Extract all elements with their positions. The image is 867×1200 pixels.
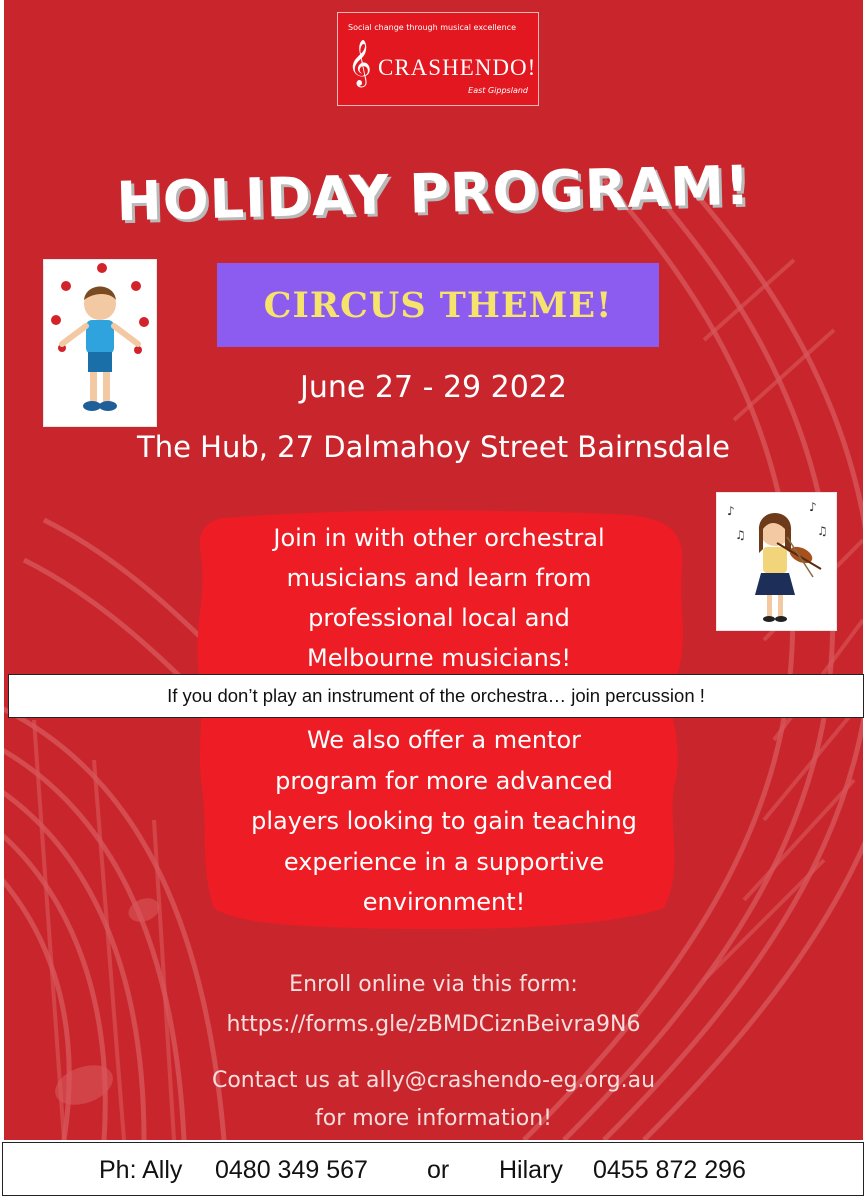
phone-number-hilary[interactable]: 0455 872 296 (593, 1156, 746, 1184)
svg-text:♪: ♪ (809, 500, 817, 514)
theme-label: CIRCUS THEME! (263, 284, 613, 326)
contact-section (0, 1062, 867, 1138)
logo-name: CRASHENDO! (378, 55, 537, 80)
mentor-line: experience in a supportive (283, 847, 605, 876)
contact-more-info: for more information! (314, 1106, 552, 1131)
percussion-notice: If you don’t play an instrument of the orchestra… join percussion ! (8, 674, 864, 718)
mentor-line: program for more advanced (275, 766, 613, 795)
phone-name-hilary: Hilary (499, 1156, 563, 1184)
contact-email-text[interactable]: Contact us at ally@crashendo-eg.org.au (211, 1068, 656, 1093)
phone-contacts (2, 1142, 864, 1196)
event-dates: June 27 - 29 2022 (300, 370, 567, 405)
mentor-line: We also offer a mentor (306, 726, 582, 754)
crashendo-logo (337, 12, 539, 106)
enroll-link[interactable]: https://forms.gle/zBMDCiznBeivra9N6 (226, 1012, 641, 1037)
join-line: Melbourne musicians! (307, 644, 571, 672)
join-line: Join in with other orchestral (273, 524, 605, 552)
join-line: professional local and (308, 604, 570, 632)
mentor-line: players looking to gain teaching (251, 807, 637, 835)
violin-girl-icon (717, 493, 836, 630)
join-description (214, 518, 664, 678)
svg-text:♫: ♫ (735, 528, 746, 542)
logo-tagline: Social change through musical excellence (348, 23, 516, 32)
enroll-text: Enroll online via this form: (289, 972, 578, 997)
event-venue: The Hub, 27 Dalmahoy Street Bairnsdale (136, 430, 731, 464)
theme-banner (217, 263, 659, 347)
svg-text:♫: ♫ (817, 524, 828, 538)
join-line: musicians and learn from (286, 564, 592, 592)
logo-subtitle: East Gippsland (468, 86, 528, 95)
page-title: HOLIDAY PROGRAM! (115, 153, 752, 234)
phone-or: or (427, 1156, 450, 1184)
phone-name-ally: Ph: Ally (99, 1156, 183, 1184)
treble-clef-icon: 𝄞 (348, 40, 372, 86)
mentor-line: environment! (362, 888, 526, 916)
phone-number-ally[interactable]: 0480 349 567 (215, 1156, 368, 1184)
mentor-description (204, 720, 684, 923)
svg-text:♪: ♪ (727, 504, 735, 518)
enroll-section (0, 965, 867, 1045)
